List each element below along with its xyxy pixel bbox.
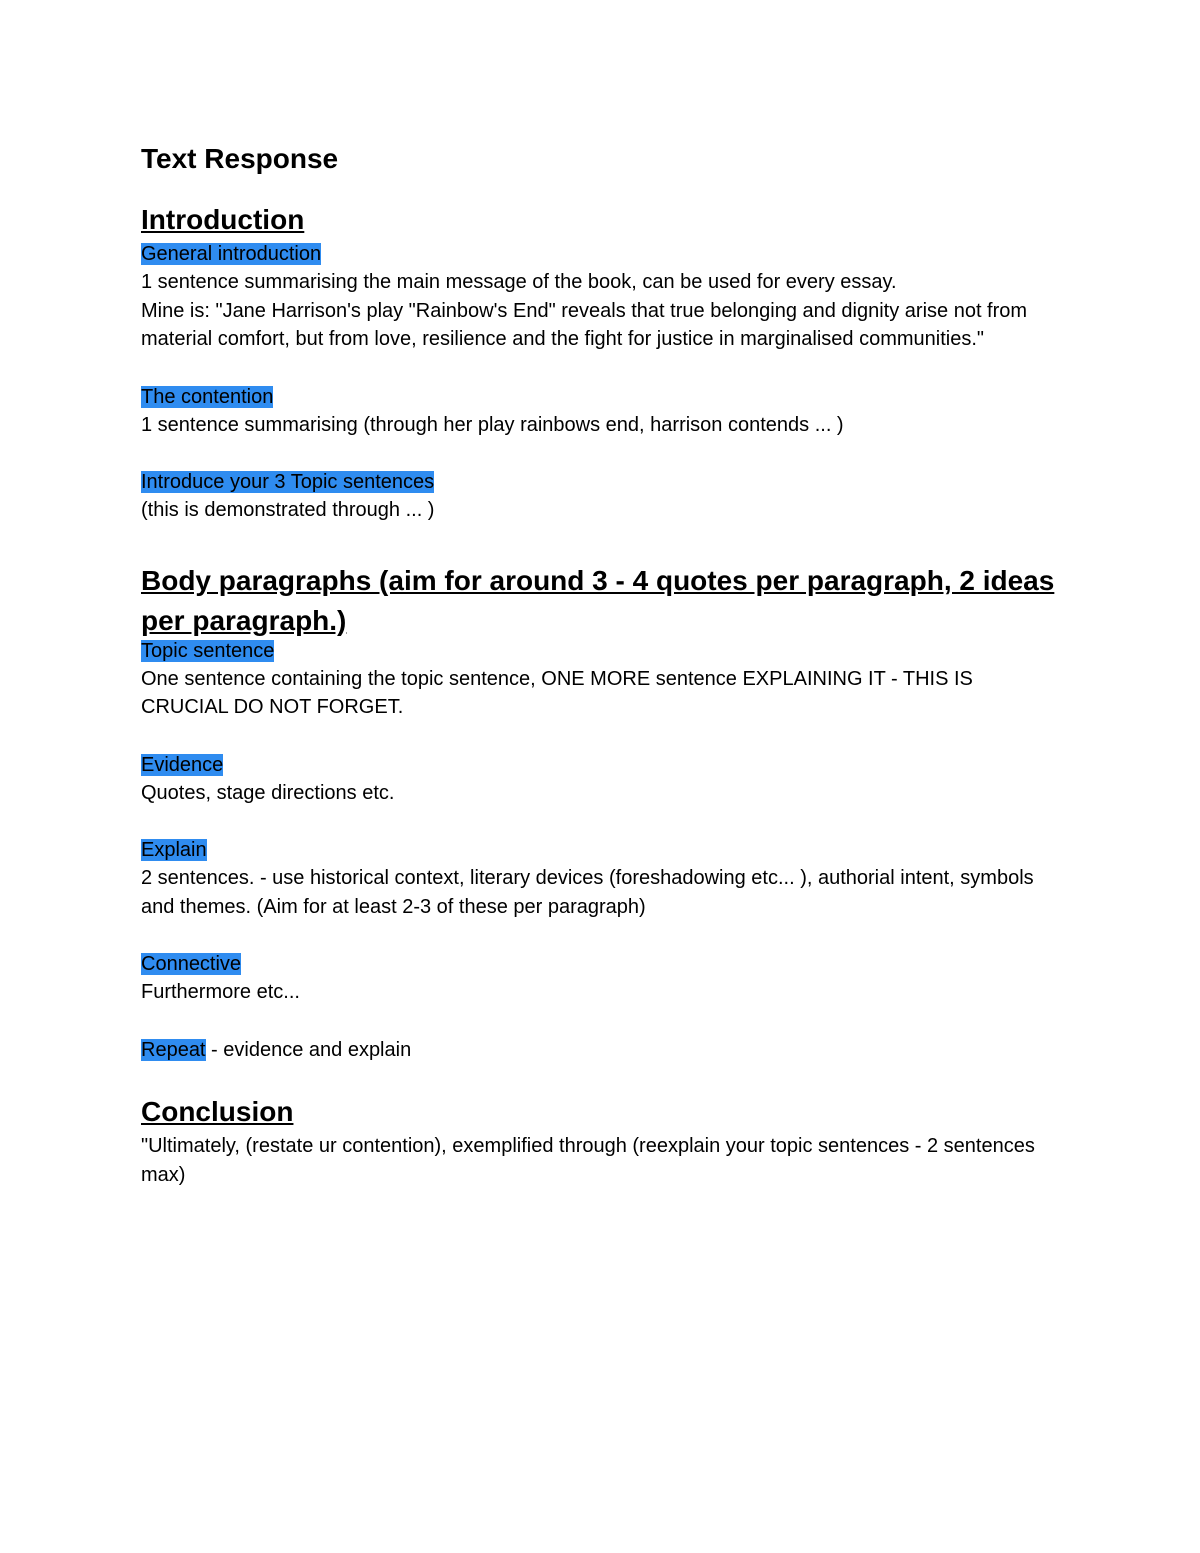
explain-section (141, 836, 1061, 921)
topic-sentence-label: Topic sentence (141, 639, 275, 662)
topic-sentences-label: Introduce your 3 Topic sentences (141, 471, 435, 493)
contention-section (141, 383, 1061, 440)
general-introduction-line2: Mine is: "Jane Harrison's play "Rainbow's End" reveals that true belonging and dignity arise not from material comfort, but from love, resilience and the fight for justice in marginalised communities." (141, 299, 1028, 350)
topic-sentences-text: (this is demonstrated through ... ) (141, 499, 435, 521)
general-introduction-section (141, 240, 1061, 354)
repeat-label: Repeat (141, 1038, 206, 1061)
repeat-text: - evidence and explain (205, 1038, 412, 1061)
general-introduction-label: General introduction (141, 243, 322, 265)
contention-text: 1 sentence summarising (through her play rainbows end, harrison contends ... ) (141, 413, 844, 436)
explain-text: 2 sentences. - use historical context, literary devices (foreshadowing etc... ), authorial intent, symbols and themes. (Aim for at least 2-3 of these per paragraph) (141, 867, 1034, 918)
general-introduction-line1: 1 sentence summarising the main message of the book, can be used for every essay. (141, 271, 897, 293)
explain-label: Explain (141, 839, 207, 861)
document-content (141, 140, 1061, 1189)
document-title: Text Response (141, 143, 339, 174)
introduction-heading: Introduction (141, 204, 305, 235)
evidence-section (141, 751, 1061, 808)
topic-sentences-section (141, 468, 1061, 525)
evidence-text: Quotes, stage directions etc. (141, 781, 395, 804)
evidence-label: Evidence (141, 753, 224, 776)
conclusion-heading: Conclusion (141, 1096, 294, 1127)
conclusion-text: "Ultimately, (restate ur contention), exemplified through (reexplain your topic sentences - 2 sentences max) (141, 1135, 1035, 1186)
repeat-section (141, 1036, 1061, 1065)
body-paragraphs-heading: Body paragraphs (aim for around 3 - 4 quotes per paragraph, 2 ideas per paragraph.) (141, 564, 1055, 636)
connective-label: Connective (141, 953, 242, 975)
topic-sentence-text: One sentence containing the topic sentence, ONE MORE sentence EXPLAINING IT - THIS IS CRUCIAL DO NOT FORGET. (141, 667, 973, 718)
connective-section (141, 950, 1061, 1007)
connective-text: Furthermore etc... (141, 981, 300, 1003)
contention-label: The contention (141, 385, 274, 408)
topic-sentence-section (141, 637, 1061, 722)
conclusion-section (141, 1132, 1061, 1189)
